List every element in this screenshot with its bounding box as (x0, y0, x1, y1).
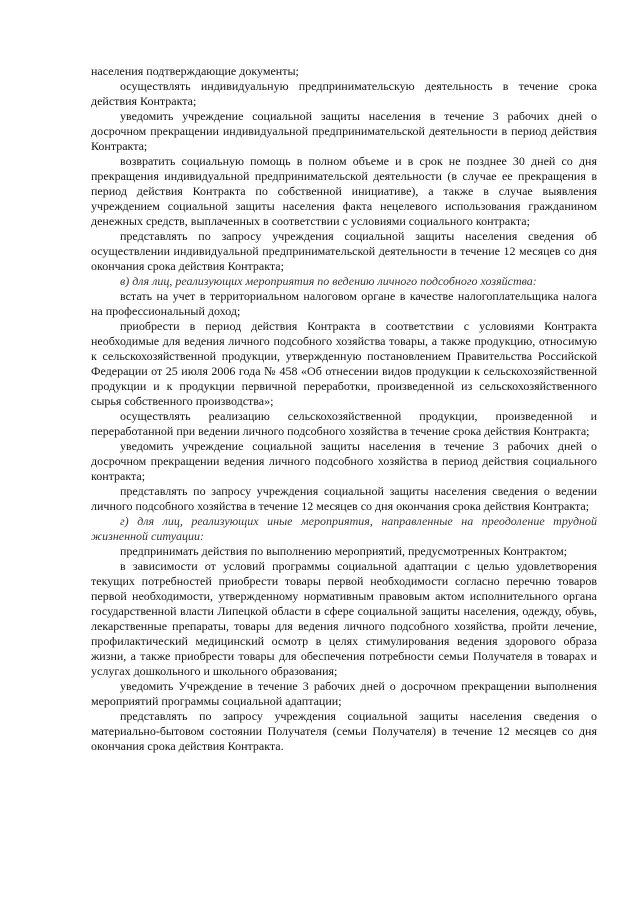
paragraph: уведомить учреждение социальной защиты населения в течение 3 рабочих дней о досрочном прекращении индивидуальной предпринимательской деятельности в период действия Контракта; (91, 109, 597, 153)
paragraph: представлять по запросу учреждения социальной защиты населения сведения о материально-бытовом состоянии Получателя (семьи Получателя) в течение 12 месяцев со дня окончания срока действия Контракта. (91, 709, 597, 753)
paragraph: возвратить социальную помощь в полном объеме и в срок не позднее 30 дней со дня прекращения индивидуальной предпринимательской деятельности (в случае ее прекращения в период действия Контракта по собственной инициативе), а также в случае выявления учреждением социальной защиты населения факта нецелевого использования гражданином денежных средств, выплаченных в соответствии с условиями социального контракта; (91, 154, 597, 228)
paragraph: представлять по запросу учреждения социальной защиты населения сведения о ведении личного подсобного хозяйства в течение 12 месяцев со дня окончания срока действия Контракта; (91, 484, 597, 513)
paragraph: встать на учет в территориальном налоговом органе в качестве налогоплательщика налога на профессиональный доход; (91, 289, 597, 318)
paragraph: уведомить учреждение социальной защиты населения в течение 3 рабочих дней о досрочном прекращении ведения личного подсобного хозяйства в период действия социального контракта; (91, 439, 597, 483)
paragraph: приобрести в период действия Контракта в соответствии с условиями Контракта необходимые для ведения личного подсобного хозяйства товары, а также продукцию, относимую к сельскохозяйственной продукции, утвержденную постановлением Правительства Российской Федерации от 25 июля 2006 года № 458 «Об отнесении видов продукции к сельскохозяйственной продукции и к продукции первичной переработки, произведенной из сельскохозяйственного сырья собственного производства»; (91, 319, 597, 408)
paragraph: уведомить Учреждение в течение 3 рабочих дней о досрочном прекращении выполнения мероприятий программы социальной адаптации; (91, 679, 597, 708)
document-page (91, 64, 597, 754)
subsection-heading: г) для лиц, реализующих иные мероприятия, направленные на преодоление трудной жизненной ситуации: (91, 514, 597, 543)
paragraph: населения подтверждающие документы; (91, 64, 299, 78)
paragraph: осуществлять реализацию сельскохозяйственной продукции, произведенной и переработанной при ведении личного подсобного хозяйства в течение срока действия Контракта; (91, 409, 597, 438)
paragraph: в зависимости от условий программы социальной адаптации с целью удовлетворения текущих потребностей приобрести товары первой необходимости согласно перечню товаров первой необходимости, утвержденному нормативным правовым актом исполнительного органа государственной власти Липецкой области в сфере социальной защиты населения, одежду, обувь, лекарственные препараты, товары для ведения личного подсобного хозяйства, пройти лечение, профилактический медицинский осмотр в целях стимулирования ведения здорового образа жизни, а также приобрести товары для обеспечения потребности семьи Получателя в товарах и услугах дошкольного и школьного образования; (91, 559, 597, 678)
subsection-heading: в) для лиц, реализующих мероприятия по ведению личного подсобного хозяйства: (120, 274, 537, 288)
paragraph: предпринимать действия по выполнению мероприятий, предусмотренных Контрактом; (120, 544, 568, 558)
paragraph: представлять по запросу учреждения социальной защиты населения сведения об осуществлении индивидуальной предпринимательской деятельности в течение 12 месяцев со дня окончания срока действия Контракта; (91, 229, 597, 273)
paragraph: осуществлять индивидуальную предпринимательскую деятельность в течение срока действия Контракта; (91, 79, 597, 108)
